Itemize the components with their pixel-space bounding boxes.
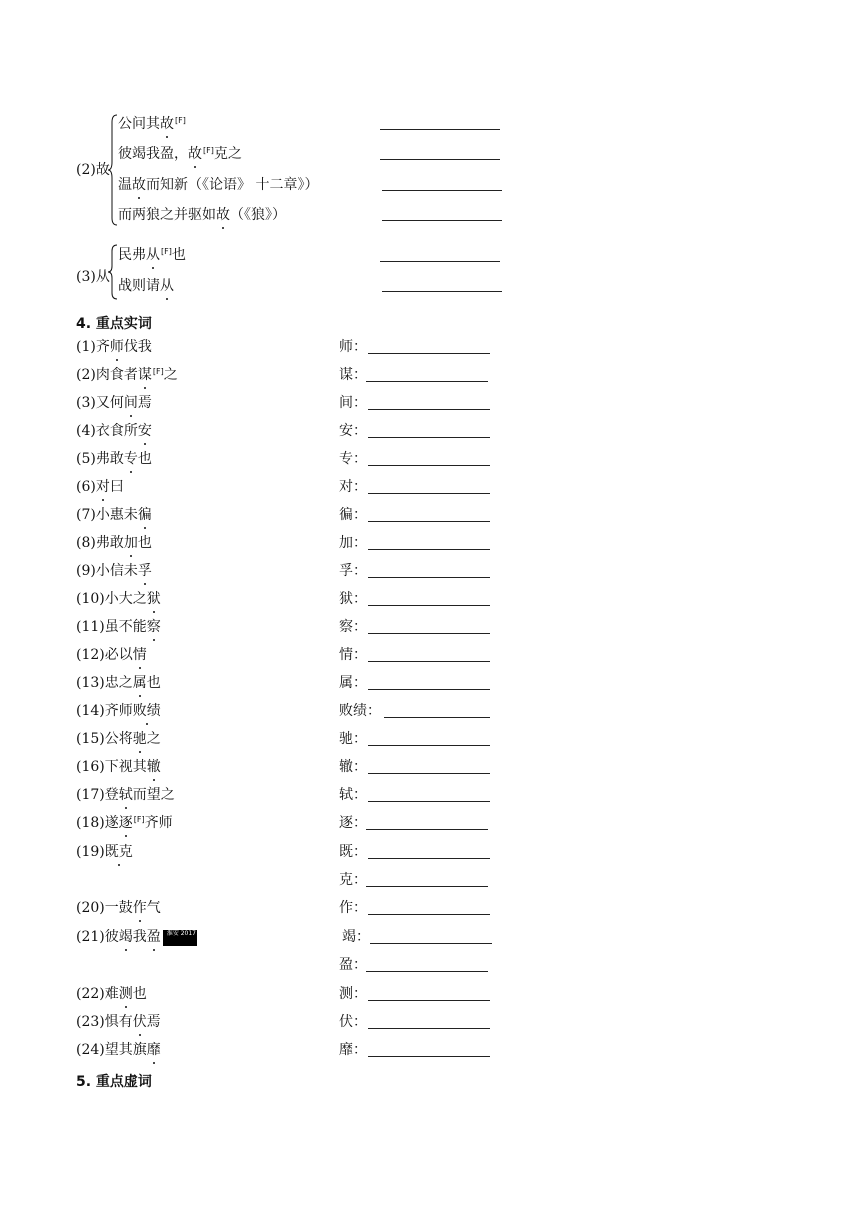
mark-badge: [F]	[133, 815, 145, 824]
row-key: 既：	[339, 844, 367, 860]
list-item: (2)肉食者谋[F]之	[76, 367, 178, 383]
dotted-char: 谋	[137, 367, 152, 383]
row-key: 竭：	[342, 929, 370, 945]
polysemy-group-cong	[76, 244, 516, 300]
dotted-char: 加	[123, 535, 138, 551]
row-key: 加：	[339, 535, 367, 551]
list-item: (23)惧有伏焉	[76, 1014, 161, 1030]
dotted-char: 故	[188, 146, 202, 162]
answer-blank[interactable]	[368, 773, 490, 774]
answer-blank[interactable]	[368, 409, 490, 410]
answer-blank[interactable]	[368, 605, 490, 606]
dotted-char: 从	[146, 247, 160, 263]
row-key: 辙：	[339, 759, 367, 775]
answer-blank[interactable]	[368, 858, 490, 859]
answer-blank[interactable]	[368, 1000, 490, 1001]
answer-blank[interactable]	[368, 465, 490, 466]
list-item: (24)望其旗靡	[76, 1042, 161, 1058]
curly-brace-icon	[108, 114, 118, 226]
list-item: (13)忠之属也	[76, 675, 161, 691]
dotted-char: 故	[216, 207, 230, 223]
dotted-char: 从	[160, 278, 174, 294]
dotted-char: 辙	[146, 759, 161, 775]
row-key: 谋：	[339, 367, 367, 383]
list-item: (4)衣食所安	[76, 423, 152, 439]
list-item: (16)下视其辙	[76, 759, 161, 775]
row-key: 伏：	[339, 1014, 367, 1030]
polysemy-group-gu	[76, 114, 516, 230]
dotted-char: 靡	[146, 1042, 161, 1058]
row-key: 孚：	[339, 563, 367, 579]
row-key: 克：	[339, 872, 367, 888]
list-item: (19)既克	[76, 844, 133, 860]
answer-blank[interactable]	[368, 549, 490, 550]
mark-badge: [F]	[161, 247, 172, 256]
dotted-char: 轼	[118, 787, 133, 803]
answer-blank[interactable]	[368, 661, 490, 662]
dotted-char: 驰	[132, 731, 147, 747]
group-line: 民弗从[F]也	[118, 247, 186, 263]
section-title-key-function-words: 5. 重点虚词	[76, 1074, 152, 1090]
dotted-char: 狱	[146, 591, 161, 607]
dotted-char: 测	[118, 986, 133, 1002]
mark-badge: [F]	[152, 367, 164, 376]
group-line: 公问其故[F]	[118, 116, 186, 132]
answer-blank[interactable]	[368, 521, 490, 522]
answer-blank[interactable]	[366, 971, 488, 972]
group-line: 温故而知新（《论语》 十二章》）	[118, 177, 319, 193]
watermark-badge: 淮安 2017	[163, 930, 197, 946]
list-item: (9)小信未孚	[76, 563, 152, 579]
group-label: (3)从	[76, 269, 110, 285]
answer-blank[interactable]	[380, 261, 500, 262]
list-item: (5)弗敢专也	[76, 451, 152, 467]
dotted-char: 竭	[118, 929, 133, 945]
list-item: (10)小大之狱	[76, 591, 161, 607]
dotted-char: 徧	[137, 507, 152, 523]
answer-blank[interactable]	[368, 577, 490, 578]
answer-blank[interactable]	[368, 353, 490, 354]
group-line: 战则请从	[118, 278, 174, 294]
list-item: (3)又何间焉	[76, 395, 152, 411]
group-line: 而两狼之并驱如故（《狼》）	[118, 207, 286, 223]
dotted-char: 作	[132, 900, 147, 916]
mark-badge: [F]	[175, 116, 186, 125]
dotted-char: 盈	[146, 929, 161, 945]
row-key: 狱：	[339, 591, 367, 607]
list-item: (21)彼竭我盈	[76, 929, 161, 945]
row-key: 情：	[339, 647, 367, 663]
row-key: 逐：	[339, 815, 367, 831]
group-label: (2)故	[76, 162, 110, 178]
row-key: 师：	[339, 339, 367, 355]
list-item: (7)小惠未徧	[76, 507, 152, 523]
row-key: 安：	[339, 423, 367, 439]
answer-blank[interactable]	[368, 1056, 490, 1057]
answer-blank[interactable]	[368, 437, 490, 438]
answer-blank[interactable]	[368, 633, 490, 634]
row-key: 属：	[339, 675, 367, 691]
list-item: (11)虽不能察	[76, 619, 161, 635]
answer-blank[interactable]	[368, 801, 490, 802]
row-key: 盈：	[339, 957, 367, 973]
row-key: 作：	[339, 900, 367, 916]
list-item: (8)弗敢加也	[76, 535, 152, 551]
row-key: 专：	[339, 451, 367, 467]
answer-blank[interactable]	[380, 159, 500, 160]
answer-blank[interactable]	[368, 689, 490, 690]
curly-brace-icon	[108, 244, 118, 300]
answer-blank[interactable]	[366, 829, 488, 830]
answer-blank[interactable]	[382, 220, 502, 221]
row-key: 驰：	[339, 731, 367, 747]
list-item: (14)齐师败绩	[76, 703, 161, 719]
list-item: (6)对曰	[76, 479, 124, 495]
answer-blank[interactable]	[368, 914, 490, 915]
row-key: 对：	[339, 479, 367, 495]
dotted-char: 既克	[104, 844, 133, 860]
answer-blank[interactable]	[368, 493, 490, 494]
list-item: (12)必以情	[76, 647, 147, 663]
answer-blank[interactable]	[382, 291, 502, 292]
dotted-char: 伏	[132, 1014, 147, 1030]
row-key: 察：	[339, 619, 367, 635]
answer-blank[interactable]	[368, 745, 490, 746]
dotted-char: 故	[160, 116, 174, 132]
list-item: (18)遂逐[F]齐师	[76, 815, 173, 831]
list-item: (20)一鼓作气	[76, 900, 161, 916]
list-item: (1)齐师伐我	[76, 339, 152, 355]
answer-blank[interactable]	[380, 129, 500, 130]
answer-blank[interactable]	[384, 717, 490, 718]
dotted-char: 孚	[137, 563, 152, 579]
dotted-char: 对	[95, 479, 110, 495]
dotted-char: 师	[109, 339, 124, 355]
dotted-char: 安	[137, 423, 152, 439]
row-key: 败绩：	[339, 703, 381, 719]
dotted-char: 察	[146, 619, 161, 635]
section-title-key-content-words: 4. 重点实词	[76, 316, 152, 332]
dotted-char: 间	[123, 395, 138, 411]
list-item: (22)难测也	[76, 986, 147, 1002]
row-key: 间：	[339, 395, 367, 411]
row-key: 测：	[339, 986, 367, 1002]
answer-blank[interactable]	[366, 886, 488, 887]
row-key: 徧：	[339, 507, 367, 523]
group-line: 彼竭我盈，故[F]克之	[118, 146, 242, 162]
row-key: 轼：	[339, 787, 367, 803]
row-key: 靡：	[339, 1042, 367, 1058]
dotted-char: 专	[123, 451, 138, 467]
dotted-char: 属	[132, 675, 147, 691]
dotted-char: 逐	[118, 815, 133, 831]
answer-blank[interactable]	[368, 1028, 490, 1029]
mark-badge: [F]	[203, 146, 214, 155]
answer-blank[interactable]	[366, 381, 488, 382]
dotted-char: 情	[132, 647, 147, 663]
list-item: (15)公将驰之	[76, 731, 161, 747]
answer-blank[interactable]	[370, 943, 492, 944]
list-item: (17)登轼而望之	[76, 787, 175, 803]
dotted-char: 故	[132, 177, 146, 193]
dotted-char: 败绩	[132, 703, 161, 719]
answer-blank[interactable]	[382, 190, 502, 191]
